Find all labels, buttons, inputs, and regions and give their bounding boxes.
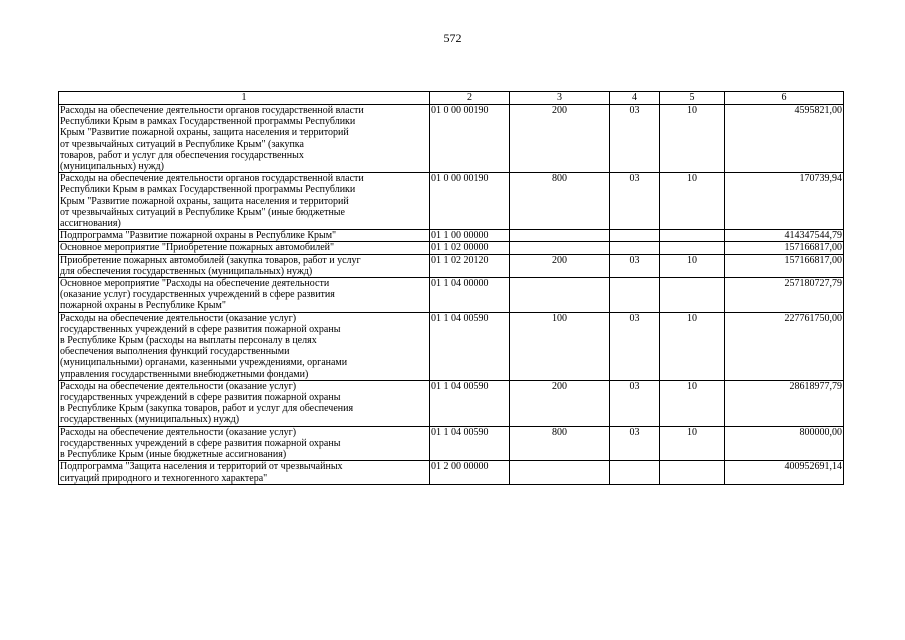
subsection-code: 10 bbox=[660, 312, 725, 380]
header-cell-1: 1 bbox=[59, 92, 430, 105]
section-code bbox=[610, 242, 660, 254]
expense-type-code bbox=[510, 242, 610, 254]
expense-name: Расходы на обеспечение деятельности органов государственной власти Республики Крым в рамках Государственной программы Республики Крым "Развитие пожарной охраны, защита населения и территорий от чрезвычайных ситуаций в Республике Крым" (закупка товаров, работ и услуг для обеспечения государственных (муниципальных) нужд) bbox=[59, 105, 430, 173]
expense-type-code: 800 bbox=[510, 426, 610, 461]
target-code: 01 1 04 00590 bbox=[430, 312, 510, 380]
target-code: 01 1 00 00000 bbox=[430, 230, 510, 242]
amount: 170739,94 bbox=[725, 173, 844, 230]
expense-name: Основное мероприятие "Приобретение пожарных автомобилей" bbox=[59, 242, 430, 254]
subsection-code: 10 bbox=[660, 173, 725, 230]
section-code bbox=[610, 230, 660, 242]
target-code: 01 1 04 00000 bbox=[430, 278, 510, 313]
section-code: 03 bbox=[610, 380, 660, 426]
amount: 257180727,79 bbox=[725, 278, 844, 313]
header-cell-6: 6 bbox=[725, 92, 844, 105]
target-code: 01 1 02 20120 bbox=[430, 254, 510, 277]
section-code bbox=[610, 278, 660, 313]
expense-name: Подпрограмма "Развитие пожарной охраны в Республике Крым" bbox=[59, 230, 430, 242]
table-row bbox=[59, 173, 844, 230]
amount: 227761750,00 bbox=[725, 312, 844, 380]
table-row bbox=[59, 230, 844, 242]
section-code: 03 bbox=[610, 312, 660, 380]
page-number: 572 bbox=[443, 31, 462, 45]
subsection-code bbox=[660, 230, 725, 242]
subsection-code: 10 bbox=[660, 105, 725, 173]
header-cell-5: 5 bbox=[660, 92, 725, 105]
expense-type-code bbox=[510, 230, 610, 242]
section-code: 03 bbox=[610, 173, 660, 230]
table-row bbox=[59, 105, 844, 173]
subsection-code: 10 bbox=[660, 254, 725, 277]
subsection-code: 10 bbox=[660, 380, 725, 426]
table-row bbox=[59, 278, 844, 313]
expense-type-code: 800 bbox=[510, 173, 610, 230]
target-code: 01 1 04 00590 bbox=[430, 426, 510, 461]
amount: 4595821,00 bbox=[725, 105, 844, 173]
expense-name: Основное мероприятие "Расходы на обеспечение деятельности (оказание услуг) государственных учреждений в сфере развития пожарной охраны в Республике Крым" bbox=[59, 278, 430, 313]
expense-name: Расходы на обеспечение деятельности (оказание услуг) государственных учреждений в сфере развития пожарной охраны в Республике Крым (иные бюджетные ассигнования) bbox=[59, 426, 430, 461]
expense-type-code: 100 bbox=[510, 312, 610, 380]
section-code bbox=[610, 461, 660, 484]
subsection-code: 10 bbox=[660, 426, 725, 461]
section-code: 03 bbox=[610, 105, 660, 173]
table-row bbox=[59, 461, 844, 484]
expense-name: Расходы на обеспечение деятельности (оказание услуг) государственных учреждений в сфере развития пожарной охраны в Республике Крым (закупка товаров, работ и услуг для обеспечения государственных (муниципальных) нужд) bbox=[59, 380, 430, 426]
amount: 28618977,79 bbox=[725, 380, 844, 426]
header-cell-2: 2 bbox=[430, 92, 510, 105]
expense-name: Расходы на обеспечение деятельности (оказание услуг) государственных учреждений в сфере развития пожарной охраны в Республике Крым (расходы на выплаты персоналу в целях обеспечения выполнения функций государственными (муниципальными) органами, казенными учреждениями, органами управления государственными внебюджетными фондами) bbox=[59, 312, 430, 380]
amount: 400952691,14 bbox=[725, 461, 844, 484]
amount: 157166817,00 bbox=[725, 254, 844, 277]
expense-type-code: 200 bbox=[510, 380, 610, 426]
header-row bbox=[59, 92, 844, 105]
budget-table bbox=[58, 91, 844, 485]
amount: 414347544,79 bbox=[725, 230, 844, 242]
table-row bbox=[59, 312, 844, 380]
amount: 157166817,00 bbox=[725, 242, 844, 254]
subsection-code bbox=[660, 461, 725, 484]
expense-type-code bbox=[510, 461, 610, 484]
subsection-code bbox=[660, 278, 725, 313]
table-row bbox=[59, 254, 844, 277]
table-row bbox=[59, 242, 844, 254]
expense-type-code: 200 bbox=[510, 254, 610, 277]
table-row bbox=[59, 380, 844, 426]
expense-name: Подпрограмма "Защита населения и территорий от чрезвычайных ситуаций природного и техногенного характера" bbox=[59, 461, 430, 484]
header-cell-3: 3 bbox=[510, 92, 610, 105]
target-code: 01 0 00 00190 bbox=[430, 105, 510, 173]
expense-type-code bbox=[510, 278, 610, 313]
expense-name: Расходы на обеспечение деятельности органов государственной власти Республики Крым в рамках Государственной программы Республики Крым "Развитие пожарной охраны, защита населения и территорий от чрезвычайных ситуаций в Республике Крым" (иные бюджетные ассигнования) bbox=[59, 173, 430, 230]
target-code: 01 1 04 00590 bbox=[430, 380, 510, 426]
expense-type-code: 200 bbox=[510, 105, 610, 173]
target-code: 01 0 00 00190 bbox=[430, 173, 510, 230]
target-code: 01 1 02 00000 bbox=[430, 242, 510, 254]
subsection-code bbox=[660, 242, 725, 254]
header-cell-4: 4 bbox=[610, 92, 660, 105]
target-code: 01 2 00 00000 bbox=[430, 461, 510, 484]
table-row bbox=[59, 426, 844, 461]
section-code: 03 bbox=[610, 426, 660, 461]
expense-name: Приобретение пожарных автомобилей (закупка товаров, работ и услуг для обеспечения государственных (муниципальных) нужд) bbox=[59, 254, 430, 277]
section-code: 03 bbox=[610, 254, 660, 277]
amount: 800000,00 bbox=[725, 426, 844, 461]
